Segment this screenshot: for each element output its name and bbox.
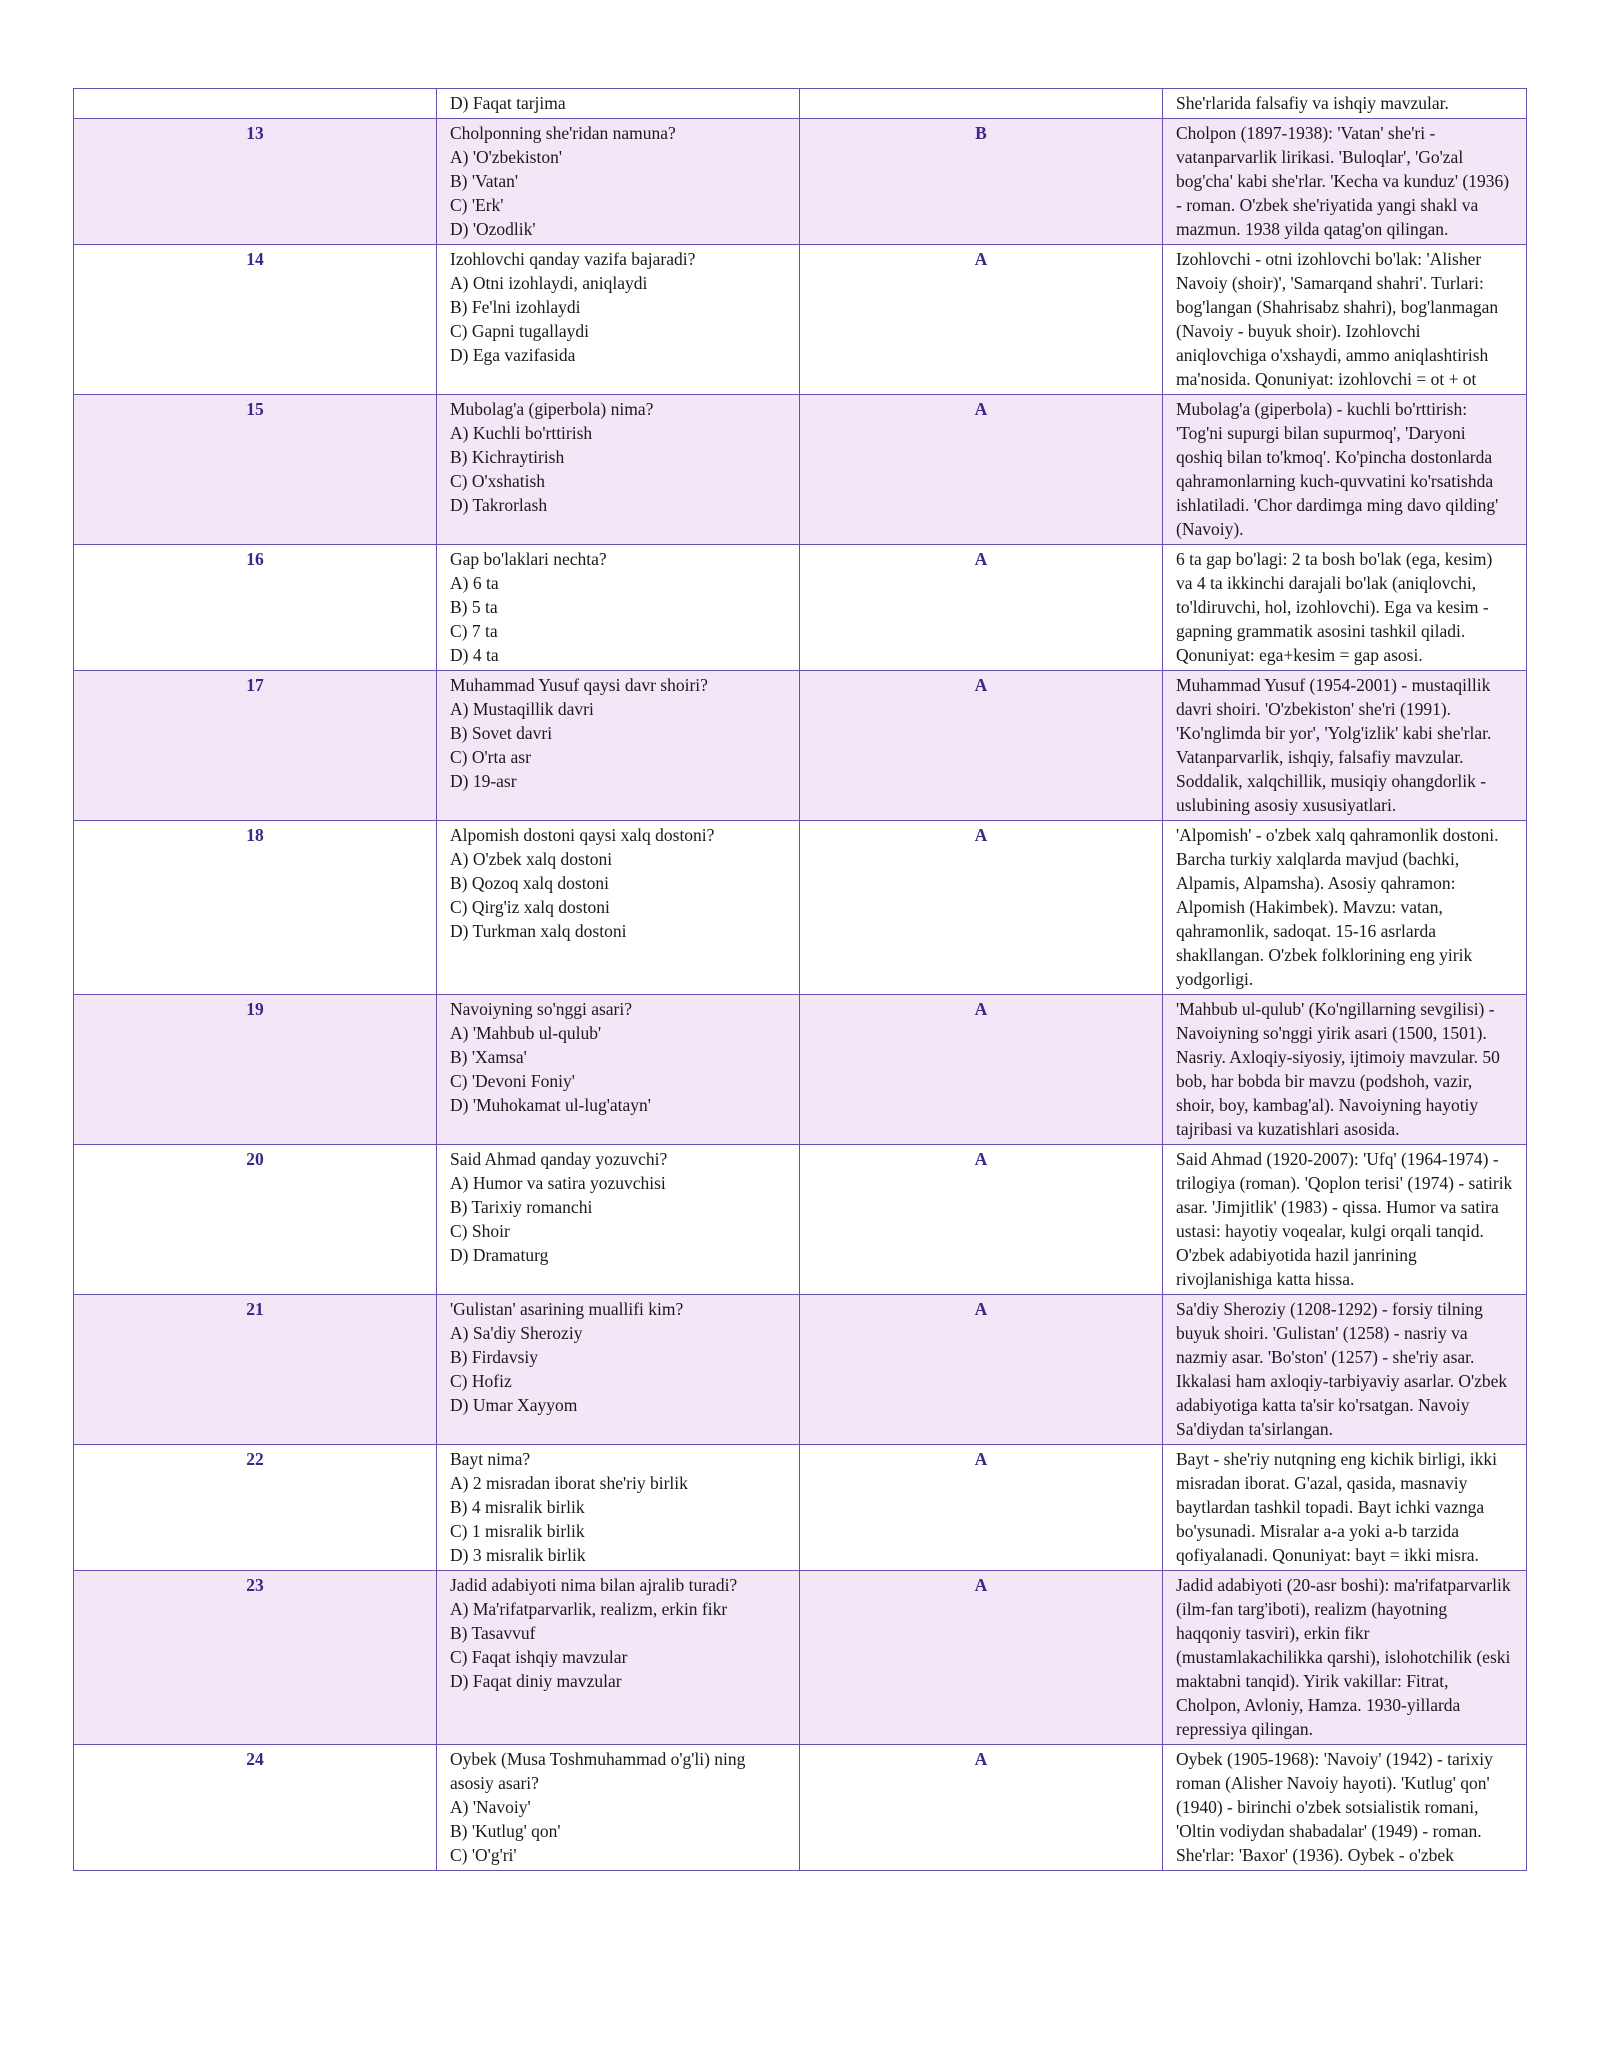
number-cell xyxy=(74,89,437,119)
answer-option: A) Kuchli bo'rttirish xyxy=(450,423,593,443)
answer-option: B) Kichraytirish xyxy=(450,447,565,467)
correct-answer: A xyxy=(800,1445,1163,1571)
answer-option: A) Otni izohlaydi, aniqlaydi xyxy=(450,273,648,293)
question-text: Navoiyning so'nggi asari? xyxy=(450,999,633,1019)
answer-option: C) 'Erk' xyxy=(450,195,504,215)
explanation-text: 'Mahbub ul-qulub' (Ko'ngillarning sevgilisi) - Navoiyning so'nggi yirik asari (1500, 1501). Nasriy. Axloqiy-siyosiy, ijtimoiy mavzular. 50 bob, har bobda bir mavzu (podshoh, vazir, shoir, boy, kambag'al). Navoiyning hayotiy tajribasi va kuzatishlari asosida. xyxy=(1176,999,1500,1139)
answer-cell xyxy=(800,89,1163,119)
answer-option: C) O'rta asr xyxy=(450,747,531,767)
explanation-text: 6 ta gap bo'lagi: 2 ta bosh bo'lak (ega, kesim) va 4 ta ikkinchi darajali bo'lak (aniqlovchi, to'ldiruvchi, hol, izohlovchi). Ega va kesim - gapning grammatik asosini tashkil qiladi. Qonuniyat: ega+kesim = gap asosi. xyxy=(1176,549,1493,665)
quiz-table xyxy=(73,88,1527,1871)
explanation-text: Izohlovchi - otni izohlovchi bo'lak: 'Alisher Navoiy (shoir)', 'Samarqand shahri'. Turlari: bog'langan (Shahrisabz shahri), bog'lanmagan (Navoiy - buyuk shoir). Izohlovchi aniqlovchiga o'xshaydi, ammo aniqlashtirish ma'nosida. Qonuniyat: izohlovchi = ot + ot xyxy=(1176,249,1499,389)
answer-option: A) 6 ta xyxy=(450,573,499,593)
correct-answer: A xyxy=(800,1295,1163,1445)
question-text: Izohlovchi qanday vazifa bajaradi? xyxy=(450,249,696,269)
explanation-text: Cholpon (1897-1938): 'Vatan' she'ri - vatanparvarlik lirikasi. 'Buloqlar', 'Go'zal bog'cha' kabi she'rlar. 'Kecha va kunduz' (1936) - roman. O'zbek she'riyatida yangi shakl va mazmun. 1938 yilda qatag'on qilingan. xyxy=(1176,123,1510,239)
question-cell xyxy=(437,1745,800,1871)
answer-option: B) Fe'lni izohlaydi xyxy=(450,297,581,317)
table-row xyxy=(74,1571,1527,1745)
answer-option: D) 19-asr xyxy=(450,771,517,791)
table-row xyxy=(74,119,1527,245)
question-number: 13 xyxy=(74,119,437,245)
explanation-cell xyxy=(1163,89,1527,119)
answer-option: C) Shoir xyxy=(450,1221,510,1241)
answer-option: D) 'Muhokamat ul-lug'atayn' xyxy=(450,1095,651,1115)
explanation-cell xyxy=(1163,1295,1527,1445)
answer-option: D) Faqat diniy mavzular xyxy=(450,1671,622,1691)
correct-answer: A xyxy=(800,995,1163,1145)
explanation-text: Bayt - she'riy nutqning eng kichik birligi, ikki misradan iborat. G'azal, qasida, masnaviy baytlardan tashkil topadi. Bayt ichki vaznga bo'ysunadi. Misralar a-a yoki a-b tarzida qofiyalanadi. Qonuniyat: bayt = ikki misra. xyxy=(1176,1449,1498,1565)
explanation-cell xyxy=(1163,1571,1527,1745)
question-number: 17 xyxy=(74,671,437,821)
answer-option: B) 'Xamsa' xyxy=(450,1047,527,1067)
table-row xyxy=(74,245,1527,395)
explanation-cell xyxy=(1163,1445,1527,1571)
question-number: 21 xyxy=(74,1295,437,1445)
question-text: 'Gulistan' asarining muallifi kim? xyxy=(450,1299,684,1319)
question-number: 15 xyxy=(74,395,437,545)
explanation-tail-text: She'rlarida falsafiy va ishqiy mavzular. xyxy=(1176,93,1449,113)
table-row xyxy=(74,1445,1527,1571)
answer-option: A) 2 misradan iborat she'riy birlik xyxy=(450,1473,688,1493)
answer-option: A) Ma'rifatparvarlik, realizm, erkin fikr xyxy=(450,1599,728,1619)
explanation-cell xyxy=(1163,995,1527,1145)
answer-option: C) Gapni tugallaydi xyxy=(450,321,590,341)
question-tail-text: D) Faqat tarjima xyxy=(450,93,566,113)
question-number: 14 xyxy=(74,245,437,395)
correct-answer: A xyxy=(800,1145,1163,1295)
question-text: Gap bo'laklari nechta? xyxy=(450,549,607,569)
answer-option: B) Qozoq xalq dostoni xyxy=(450,873,609,893)
correct-answer: A xyxy=(800,1745,1163,1871)
explanation-cell xyxy=(1163,545,1527,671)
answer-option: A) Humor va satira yozuvchisi xyxy=(450,1173,666,1193)
answer-option: D) 'Ozodlik' xyxy=(450,219,536,239)
answer-option: B) 4 misralik birlik xyxy=(450,1497,585,1517)
explanation-cell xyxy=(1163,395,1527,545)
answer-option: A) 'O'zbekiston' xyxy=(450,147,563,167)
question-number: 20 xyxy=(74,1145,437,1295)
question-cell xyxy=(437,89,800,119)
correct-answer: A xyxy=(800,671,1163,821)
question-number: 18 xyxy=(74,821,437,995)
explanation-text: Mubolag'a (giperbola) - kuchli bo'rttirish: 'Tog'ni supurgi bilan supurmoq', 'Daryoni qoshiq bilan to'kmoq'. Ko'pincha dostonlarda qahramonlarning kuch-quvvatini ko'rsatishda ishlatiladi. 'Chor dardimga ming davo qilding' (Navoiy). xyxy=(1176,399,1499,539)
table-row xyxy=(74,1145,1527,1295)
explanation-text: Jadid adabiyoti (20-asr boshi): ma'rifatparvarlik (ilm-fan targ'iboti), realizm (hayotning haqqoniy tasviri), erkin fikr (mustamlakachilikka qarshi), islohotchilik (eski maktabni tanqid). Yirik vakillar: Fitrat, Cholpon, Avloniy, Hamza. 1930-yillarda repressiya qilingan. xyxy=(1176,1575,1511,1739)
answer-option: B) Tasavvuf xyxy=(450,1623,536,1643)
question-text: Said Ahmad qanday yozuvchi? xyxy=(450,1149,668,1169)
question-cell xyxy=(437,245,800,395)
correct-answer: A xyxy=(800,545,1163,671)
explanation-cell xyxy=(1163,1145,1527,1295)
explanation-text: Said Ahmad (1920-2007): 'Ufq' (1964-1974) - trilogiya (roman). 'Qoplon terisi' (1974) - satirik asar. 'Jimjitlik' (1983) - qissa. Humor va satira ustasi: hayotiy voqealar, kulgi orqali tanqid. O'zbek adabiyotida hazil janrining rivojlanishiga katta hissa. xyxy=(1176,1149,1513,1289)
question-number: 24 xyxy=(74,1745,437,1871)
table-row-continuation xyxy=(74,89,1527,119)
correct-answer: B xyxy=(800,119,1163,245)
question-text: Bayt nima? xyxy=(450,1449,531,1469)
table-row xyxy=(74,545,1527,671)
answer-option: B) Firdavsiy xyxy=(450,1347,538,1367)
explanation-text: Sa'diy Sheroziy (1208-1292) - forsiy tilning buyuk shoiri. 'Gulistan' (1258) - nasriy va nazmiy asar. 'Bo'ston' (1257) - she'riy asar. Ikkalasi ham axloqiy-tarbiyaviy asarlar. O'zbek adabiyotiga katta ta'sir ko'rsatgan. Navoiy Sa'diydan ta'sirlangan. xyxy=(1176,1299,1508,1439)
answer-option: A) 'Mahbub ul-qulub' xyxy=(450,1023,602,1043)
question-text: Oybek (Musa Toshmuhammad o'g'li) ning asosiy asari? xyxy=(450,1749,746,1793)
answer-option: D) 4 ta xyxy=(450,645,499,665)
answer-option: B) 5 ta xyxy=(450,597,498,617)
answer-option: A) Sa'diy Sheroziy xyxy=(450,1323,583,1343)
answer-option: C) O'xshatish xyxy=(450,471,546,491)
question-text: Muhammad Yusuf qaysi davr shoiri? xyxy=(450,675,708,695)
question-text: Alpomish dostoni qaysi xalq dostoni? xyxy=(450,825,715,845)
question-cell xyxy=(437,395,800,545)
question-cell xyxy=(437,995,800,1145)
answer-option: C) 1 misralik birlik xyxy=(450,1521,585,1541)
answer-option: A) 'Navoiy' xyxy=(450,1797,531,1817)
question-number: 22 xyxy=(74,1445,437,1571)
table-row xyxy=(74,1295,1527,1445)
answer-option: A) O'zbek xalq dostoni xyxy=(450,849,613,869)
explanation-cell xyxy=(1163,671,1527,821)
explanation-cell xyxy=(1163,821,1527,995)
answer-option: A) Mustaqillik davri xyxy=(450,699,594,719)
question-number: 19 xyxy=(74,995,437,1145)
explanation-cell xyxy=(1163,119,1527,245)
answer-option: C) 7 ta xyxy=(450,621,498,641)
question-cell xyxy=(437,671,800,821)
explanation-cell xyxy=(1163,245,1527,395)
question-cell xyxy=(437,821,800,995)
table-row xyxy=(74,395,1527,545)
answer-option: C) Hofiz xyxy=(450,1371,512,1391)
explanation-text: 'Alpomish' - o'zbek xalq qahramonlik dostoni. Barcha turkiy xalqlarda mavjud (bachki, Alpamis, Alpamsha). Asosiy qahramon: Alpomish (Hakimbek). Mavzu: vatan, qahramonlik, sadoqat. 15-16 asrlarda shakllangan. O'zbek folklorining eng yirik yodgorligi. xyxy=(1176,825,1499,989)
answer-option: B) 'Vatan' xyxy=(450,171,519,191)
table-row xyxy=(74,821,1527,995)
answer-option: B) Sovet davri xyxy=(450,723,553,743)
answer-option: D) Turkman xalq dostoni xyxy=(450,921,627,941)
question-cell xyxy=(437,1295,800,1445)
answer-option: D) Dramaturg xyxy=(450,1245,549,1265)
correct-answer: A xyxy=(800,821,1163,995)
question-cell xyxy=(437,1445,800,1571)
correct-answer: A xyxy=(800,1571,1163,1745)
explanation-text: Muhammad Yusuf (1954-2001) - mustaqillik davri shoiri. 'O'zbekiston' she'ri (1991). 'Ko'nglimda bir yor', 'Yolg'izlik' kabi she'rlar. Vatanparvarlik, ishqiy, falsafiy mavzular. Soddalik, xalqchillik, musiqiy ohangdorlik - uslubining asosiy xususiyatlari. xyxy=(1176,675,1492,815)
answer-option: B) 'Kutlug' qon' xyxy=(450,1821,561,1841)
correct-answer: A xyxy=(800,395,1163,545)
answer-option: C) Qirg'iz xalq dostoni xyxy=(450,897,610,917)
question-cell xyxy=(437,1145,800,1295)
question-text: Mubolag'a (giperbola) nima? xyxy=(450,399,654,419)
answer-option: D) Ega vazifasida xyxy=(450,345,576,365)
question-cell xyxy=(437,545,800,671)
question-text: Cholponning she'ridan namuna? xyxy=(450,123,676,143)
question-number: 23 xyxy=(74,1571,437,1745)
question-cell xyxy=(437,119,800,245)
answer-option: D) Takrorlash xyxy=(450,495,548,515)
table-row xyxy=(74,671,1527,821)
table-row xyxy=(74,995,1527,1145)
question-cell xyxy=(437,1571,800,1745)
answer-option: C) Faqat ishqiy mavzular xyxy=(450,1647,628,1667)
table-row xyxy=(74,1745,1527,1871)
answer-option: C) 'O'g'ri' xyxy=(450,1845,517,1865)
answer-option: B) Tarixiy romanchi xyxy=(450,1197,593,1217)
answer-option: D) Umar Xayyom xyxy=(450,1395,578,1415)
quiz-table-body xyxy=(74,89,1527,1871)
question-number: 16 xyxy=(74,545,437,671)
answer-option: C) 'Devoni Foniy' xyxy=(450,1071,575,1091)
explanation-text: Oybek (1905-1968): 'Navoiy' (1942) - tarixiy roman (Alisher Navoiy hayoti). 'Kutlug' qon' (1940) - birinchi o'zbek sotsialistik romani, 'Oltin vodiydan shabadalar' (1949) - roman. She'rlar: 'Baxor' (1936). Oybek - o'zbek xyxy=(1176,1749,1493,1865)
correct-answer: A xyxy=(800,245,1163,395)
question-text: Jadid adabiyoti nima bilan ajralib turadi? xyxy=(450,1575,738,1595)
answer-option: D) 3 misralik birlik xyxy=(450,1545,586,1565)
explanation-cell xyxy=(1163,1745,1527,1871)
